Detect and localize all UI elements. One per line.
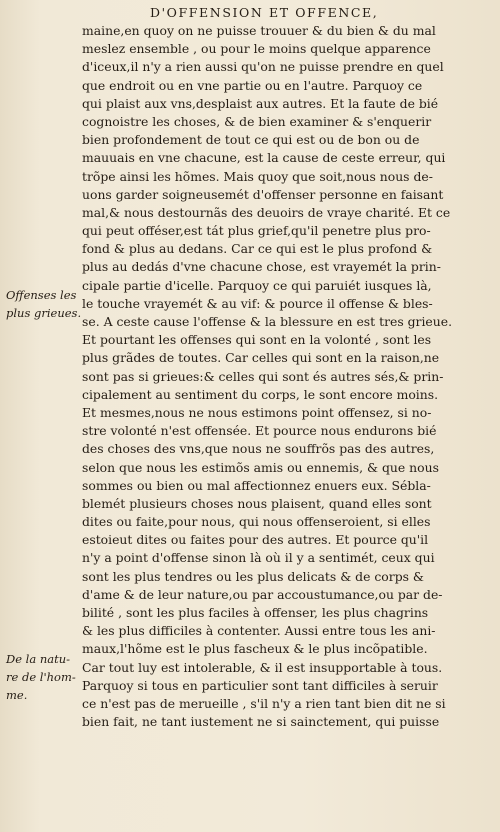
margin-note-line: plus grieues.	[6, 306, 82, 321]
text-line: qui plaist aux vns,desplaist aux autres. Et la faute de bié	[82, 95, 439, 111]
text-line: mauuais en vne chacune, est la cause de ceste erreur, qui	[82, 150, 446, 166]
text-line: que endroit ou en vne partie ou en l'autre. Parquoy ce	[82, 77, 423, 93]
text-line: n'y a point d'offense sinon là où il y a sentimét, ceux qui	[82, 550, 435, 566]
text-line: bilité , sont les plus faciles à offenser, les plus chagrins	[82, 605, 429, 620]
text-line: Et pourtant les offenses qui sont en la volonté , sont les	[82, 332, 432, 348]
text-line: maux,l'hõme est le plus fascheux & le plus incõpatible.	[82, 641, 428, 657]
text-line: dites ou faite,pour nous, qui nous offenseroient, si elles	[82, 514, 431, 530]
margin-note-line: Offenses les	[6, 288, 77, 302]
text-line: cognoistre les choses, & de bien examiner & s'enquerir	[82, 113, 432, 129]
margin-note-line: re de l'hom-	[6, 670, 76, 685]
text-line: ce n'est pas de merueille , s'il n'y a rien tant bien dit ne si	[82, 695, 446, 711]
text-line: cipale partie d'icelle. Parquoy ce qui paruiét iusques là,	[82, 277, 432, 293]
text-line: le touche vrayemét & au vif: & pource il offense & bles-	[82, 295, 433, 311]
text-line: cipalement au sentiment du corps, le sont encore moins.	[82, 386, 439, 402]
text-line: Parquoy si tous en particulier sont tant difficiles à seruir	[82, 677, 438, 693]
text-line: selon que nous les estimõs amis ou ennemis, & que nous	[82, 459, 439, 475]
text-line: estoieut dites ou faites pour des autres. Et pource qu'il	[82, 532, 429, 548]
text-line: trõpe ainsi les hõmes. Mais quoy que soit,nous nous de-	[82, 168, 433, 184]
text-line: bien profondement de tout ce qui est ou de bon ou de	[82, 132, 420, 148]
text-line: des choses des vns,que nous ne souffrõs pas des autres,	[82, 441, 435, 457]
text-line: sont les plus tendres ou les plus delicats & de corps &	[82, 568, 424, 584]
text-line: Et mesmes,nous ne nous estimons point offensez, si no-	[82, 404, 432, 420]
text-line: d'iceux,il n'y a rien aussi qu'on ne puisse prendre en quel	[82, 59, 444, 75]
text-line: plus au dedás d'vne chacune chose, est vrayemét la prin-	[82, 259, 441, 275]
text-line: stre volonté n'est offensée. Et pource nous endurons bié	[82, 423, 437, 439]
text-line: qui peut offéser,est tát plus grief,qu'il penetre plus pro-	[82, 223, 431, 239]
text-line: fond & plus au dedans. Car ce qui est le plus profond &	[82, 241, 433, 257]
body-text	[82, 22, 482, 731]
text-line: plus grãdes de toutes. Car celles qui sont en la raison,ne	[82, 350, 440, 366]
text-line: & les plus difficiles à contenter. Aussi entre tous les ani-	[82, 623, 436, 639]
text-line: se. A ceste cause l'offense & la blessure en est tres grieue.	[82, 314, 453, 329]
margin-note-offenses	[6, 286, 86, 322]
text-line: d'ame & de leur nature,ou par accoustumance,ou par de-	[82, 586, 443, 602]
text-line: mal,& nous destournãs des deuoirs de vraye charité. Et ce	[82, 204, 451, 220]
text-line: blemét plusieurs choses nous plaisent, quand elles sont	[82, 495, 432, 511]
text-line: bien fait, ne tant iustement ne si sainctement, qui puisse	[82, 714, 440, 730]
text-line: Car tout luy est intolerable, & il est insupportable à tous.	[82, 659, 443, 675]
text-line: meslez ensemble , ou pour le moins quelque apparence	[82, 41, 431, 57]
running-header: D'OFFENSION ET OFFENCE,	[150, 5, 379, 20]
margin-note-line: me.	[6, 688, 28, 703]
text-line: sont pas si grieues:& celles qui sont és autres sés,& prin-	[82, 368, 444, 384]
margin-note-line: De la natu-	[6, 652, 71, 666]
text-line: maine,en quoy on ne puisse trouuer & du bien & du mal	[82, 23, 436, 38]
margin-note-nature	[6, 650, 86, 705]
text-line: sommes ou bien ou mal affectionnez enuers eux. Sébla-	[82, 477, 431, 493]
text-line: uons garder soigneusemét d'offenser personne en faisant	[82, 186, 444, 202]
